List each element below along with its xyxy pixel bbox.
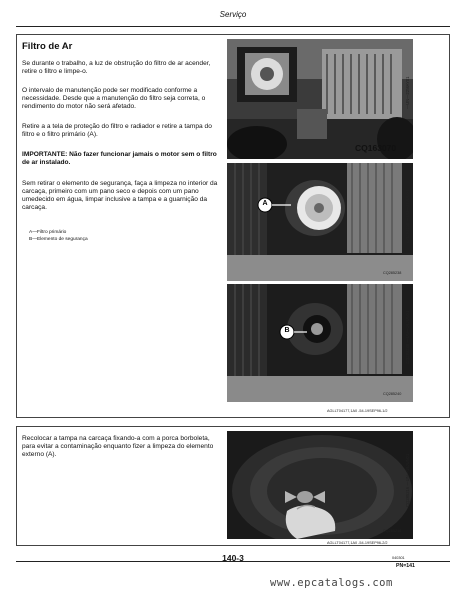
photo-side-code: CQ285240 —UN—19JUN01 <box>405 310 410 364</box>
watermark: www.epcatalogs.com <box>270 577 393 589</box>
paragraph-1: Se durante o trabalho, a luz de obstrução do filtro de ar acender, retire o filtro e limpe-o. <box>22 60 211 75</box>
warning-label: IMPORTANTE: <box>22 151 68 158</box>
paragraph-2: O intervalo de manutenção pode ser modificado conforme a necessidade. Desde que a manutenção do filtro seja correta, o rendimento do motor não será afetado. <box>22 87 206 110</box>
photo-code-large: CQ163070 <box>355 143 397 153</box>
photo-side-code: CQ285238 —UN—19JUN01 <box>405 189 410 243</box>
document-ref-line: AGLLT04177,1A0 -54-19SEP96-1/2 <box>327 409 388 413</box>
tractor-hood-photo <box>227 39 413 159</box>
safety-element-photo <box>227 284 413 402</box>
footer-pn: PN=141 <box>396 563 415 569</box>
document-ref-line: AGLLT04177,1A0 -54-19SEP96-2/2 <box>327 541 388 545</box>
photo-ref-code: CQ285216 <box>383 529 402 533</box>
photo-ref-code: CQ285240 <box>383 392 402 396</box>
callout-b: B <box>284 327 290 334</box>
callout-a: A <box>262 200 268 207</box>
cover-reinstall-section <box>16 426 450 546</box>
footer-date: 040301 <box>392 556 405 560</box>
photo-ref-code: CQ285238 <box>383 271 402 275</box>
paragraph-4: Sem retirar o elemento de segurança, faça a limpeza no interior da carcaça, primeiro com um pano seco e depois com um pano umedecido em água, limpar inclusive a tampa e a guarnição da carcaça. <box>22 180 218 211</box>
warning-note <box>22 151 222 167</box>
photo-side-code: —UN—22MAY01 <box>405 76 410 109</box>
primary-filter-photo <box>227 163 413 281</box>
paragraph-3: Retire a a tela de proteção do filtro e radiador e retire a tampa do filtro e o filtro primário (A). <box>22 123 212 138</box>
header-rule <box>16 26 450 27</box>
warning-text: Não fazer funcionar jamais o motor sem o filtro de ar instalado. <box>22 151 217 166</box>
paragraph-cover: Recolocar a tampa na carcaça fixando-a com a porca borboleta, para evitar a contaminação enquanto fizer a limpeza do elemento externo (A). <box>22 435 214 458</box>
wing-nut-photo <box>227 431 413 539</box>
section-title: Filtro de Ar <box>22 41 73 52</box>
footer-rule <box>16 561 450 562</box>
page-number: 140-3 <box>222 553 244 563</box>
photo-side-code: CQ285216 —UN—19JUN01 <box>405 453 410 507</box>
legend-item-a: A—Filtro primário <box>29 230 67 235</box>
air-filter-section <box>16 34 450 418</box>
page-header: Serviço <box>219 10 247 19</box>
legend-item-b: B—Elemento de segurança <box>29 237 88 242</box>
